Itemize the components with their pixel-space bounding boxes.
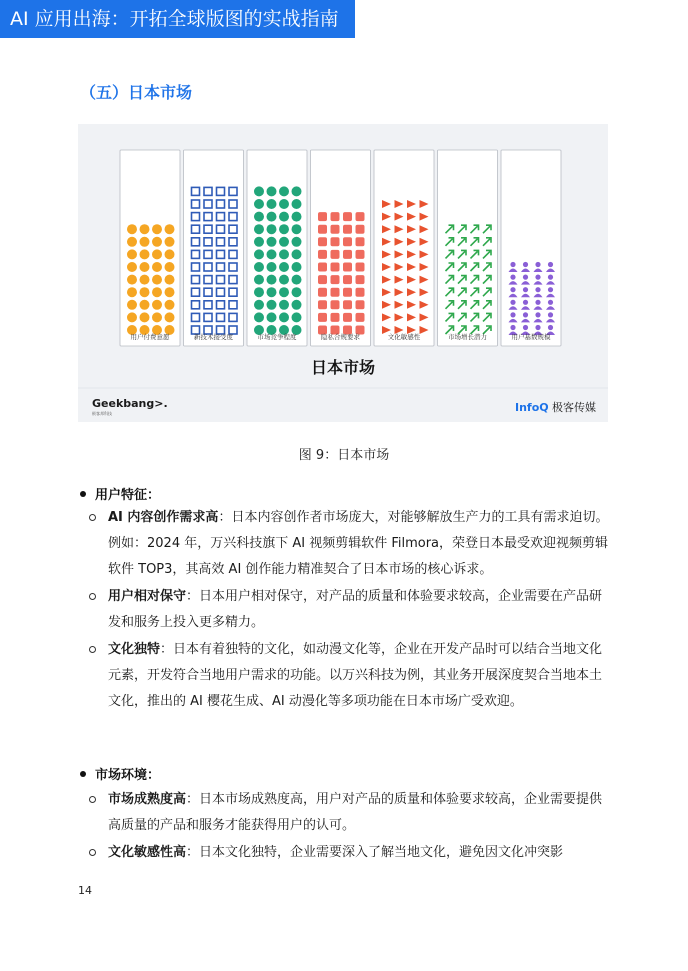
lock-icon bbox=[356, 313, 365, 322]
item-text: ：日本市场成熟度高，用户对产品的质量和体验要求较高，企业需要提供高质量的产品和服务才能获得用户的认可。 bbox=[108, 792, 603, 833]
coin-icon bbox=[140, 224, 150, 234]
lock-icon bbox=[331, 237, 340, 246]
vs-icon bbox=[254, 212, 264, 222]
group2-title: 市场环境： bbox=[95, 768, 161, 783]
lock-icon bbox=[318, 250, 327, 259]
lock-icon bbox=[331, 225, 340, 234]
lock-icon bbox=[356, 263, 365, 272]
figure-column bbox=[184, 150, 244, 346]
coin-icon bbox=[165, 249, 175, 259]
vs-icon bbox=[292, 275, 302, 285]
list-item bbox=[108, 505, 614, 583]
coin-icon bbox=[140, 287, 150, 297]
coin-icon bbox=[165, 262, 175, 272]
coin-icon bbox=[152, 300, 162, 310]
coin-icon bbox=[165, 275, 175, 285]
lock-icon bbox=[331, 288, 340, 297]
item-lead: 市场成熟度高 bbox=[108, 792, 187, 807]
figure-column bbox=[247, 150, 307, 346]
vs-icon bbox=[254, 275, 264, 285]
coin-icon bbox=[140, 300, 150, 310]
coin-icon bbox=[165, 312, 175, 322]
coin-icon bbox=[152, 249, 162, 259]
vs-icon bbox=[267, 262, 277, 272]
vs-icon bbox=[279, 212, 289, 222]
vs-icon bbox=[292, 287, 302, 297]
lock-icon bbox=[343, 313, 352, 322]
vs-icon bbox=[279, 224, 289, 234]
header-title: AI 应用出海：开拓全球版图的实战指南 bbox=[10, 8, 339, 30]
lock-icon bbox=[318, 275, 327, 284]
vs-icon bbox=[292, 224, 302, 234]
figure-column bbox=[120, 150, 180, 346]
circle-bullet-icon bbox=[89, 646, 96, 653]
vs-icon bbox=[254, 300, 264, 310]
section-title: （五）日本市场 bbox=[80, 83, 193, 102]
list-item bbox=[108, 840, 614, 866]
coin-icon bbox=[127, 300, 137, 310]
vs-icon bbox=[292, 199, 302, 209]
lock-icon bbox=[356, 300, 365, 309]
coin-icon bbox=[152, 287, 162, 297]
coin-icon bbox=[152, 275, 162, 285]
vs-icon bbox=[267, 212, 277, 222]
item-text: ：日本内容创作者市场庞大，对能够解放生产力的工具有需求迫切。例如：2024 年，万兴科技旗下 AI 视频剪辑软件 Filmora，荣登日本最受欢迎视频剪辑软件 TOP3，其高效 AI 创作能力精准契合了日本市场的核心诉求。 bbox=[108, 510, 609, 577]
lock-icon bbox=[343, 288, 352, 297]
lock-icon bbox=[356, 225, 365, 234]
vs-icon bbox=[254, 224, 264, 234]
lock-icon bbox=[331, 313, 340, 322]
group2-heading bbox=[80, 764, 160, 783]
vs-icon bbox=[254, 312, 264, 322]
lock-icon bbox=[343, 275, 352, 284]
vs-icon bbox=[254, 249, 264, 259]
coin-icon bbox=[127, 224, 137, 234]
coin-icon bbox=[140, 262, 150, 272]
vs-icon bbox=[279, 237, 289, 247]
column-label: 市场增长潜力 bbox=[448, 333, 487, 341]
vs-icon bbox=[267, 186, 277, 196]
geekbang-logo: Geekbang>. bbox=[92, 397, 168, 410]
coin-icon bbox=[140, 237, 150, 247]
column-label: 新技术接受度 bbox=[194, 333, 233, 341]
vs-icon bbox=[267, 300, 277, 310]
vs-icon bbox=[279, 275, 289, 285]
figure-column bbox=[374, 150, 434, 346]
coin-icon bbox=[152, 312, 162, 322]
coin-icon bbox=[152, 237, 162, 247]
vs-icon bbox=[279, 186, 289, 196]
lock-icon bbox=[318, 313, 327, 322]
coin-icon bbox=[140, 249, 150, 259]
bullet-icon bbox=[80, 771, 86, 777]
vs-icon bbox=[279, 199, 289, 209]
coin-icon bbox=[152, 262, 162, 272]
lock-icon bbox=[343, 225, 352, 234]
circle-bullet-icon bbox=[89, 593, 96, 600]
vs-icon bbox=[292, 312, 302, 322]
vs-icon bbox=[254, 237, 264, 247]
vs-icon bbox=[292, 300, 302, 310]
coin-icon bbox=[165, 300, 175, 310]
lock-icon bbox=[318, 263, 327, 272]
lock-icon bbox=[331, 250, 340, 259]
column-label: 用户付费意愿 bbox=[130, 333, 170, 341]
vs-icon bbox=[279, 287, 289, 297]
column-label: 隐私合规要求 bbox=[321, 333, 360, 341]
lock-icon bbox=[343, 250, 352, 259]
figure-column bbox=[438, 150, 498, 346]
lock-icon bbox=[318, 288, 327, 297]
vs-icon bbox=[267, 224, 277, 234]
vs-icon bbox=[267, 312, 277, 322]
japan-market-figure bbox=[78, 124, 608, 422]
lock-icon bbox=[356, 275, 365, 284]
vs-icon bbox=[279, 300, 289, 310]
item-text: ：日本用户相对保守，对产品的质量和体验要求较高，企业需要在产品研发和服务上投入更多精力。 bbox=[108, 589, 603, 630]
circle-bullet-icon bbox=[89, 514, 96, 521]
column-label: 市场竞争程度 bbox=[257, 333, 297, 341]
item-lead: 文化敏感性高 bbox=[108, 845, 187, 860]
item-lead: 文化独特 bbox=[108, 642, 161, 657]
page-number: 14 bbox=[78, 884, 92, 897]
coin-icon bbox=[127, 249, 137, 259]
coin-icon bbox=[140, 275, 150, 285]
lock-icon bbox=[356, 212, 365, 221]
lock-icon bbox=[331, 275, 340, 284]
media-logo-text: 极客传媒 bbox=[552, 401, 596, 414]
figure-column bbox=[501, 150, 561, 346]
lock-icon bbox=[318, 212, 327, 221]
coin-icon bbox=[127, 275, 137, 285]
lock-icon bbox=[343, 237, 352, 246]
vs-icon bbox=[279, 249, 289, 259]
header-banner bbox=[0, 0, 355, 38]
vs-icon bbox=[254, 287, 264, 297]
coin-icon bbox=[165, 224, 175, 234]
lock-icon bbox=[331, 300, 340, 309]
infoq-logo: InfoQ bbox=[515, 401, 549, 414]
lock-icon bbox=[356, 250, 365, 259]
group1-heading bbox=[80, 484, 160, 503]
circle-bullet-icon bbox=[89, 849, 96, 856]
vs-icon bbox=[267, 287, 277, 297]
vs-icon bbox=[292, 186, 302, 196]
coin-icon bbox=[127, 287, 137, 297]
vs-icon bbox=[292, 262, 302, 272]
coin-icon bbox=[165, 237, 175, 247]
coin-icon bbox=[140, 312, 150, 322]
vs-icon bbox=[267, 249, 277, 259]
bullet-icon bbox=[80, 491, 86, 497]
coin-icon bbox=[165, 287, 175, 297]
figure-title: 日本市场 bbox=[310, 358, 376, 377]
lock-icon bbox=[318, 225, 327, 234]
lock-icon bbox=[318, 300, 327, 309]
list-item bbox=[108, 584, 614, 636]
list-item bbox=[108, 637, 614, 715]
vs-icon bbox=[267, 275, 277, 285]
geekbang-logo-sub: 极客邦科技 bbox=[92, 411, 112, 416]
item-text: ：日本有着独特的文化，如动漫文化等，企业在开发产品时可以结合当地文化元素，开发符合当地用户需求的功能。以万兴科技为例，其业务开展深度契合当地本土文化，推出的 AI 樱花生成、AI 动漫化等多项功能在日本市场广受欢迎。 bbox=[108, 642, 603, 709]
vs-icon bbox=[254, 199, 264, 209]
vs-icon bbox=[292, 249, 302, 259]
lock-icon bbox=[318, 237, 327, 246]
vs-icon bbox=[279, 312, 289, 322]
item-text: ：日本文化独特，企业需要深入了解当地文化，避免因文化冲突影 bbox=[186, 845, 564, 860]
vs-icon bbox=[292, 212, 302, 222]
lock-icon bbox=[356, 288, 365, 297]
column-label: 用户基数规模 bbox=[511, 333, 551, 341]
vs-icon bbox=[279, 262, 289, 272]
figure-caption: 图 9：日本市场 bbox=[298, 448, 390, 463]
vs-icon bbox=[254, 186, 264, 196]
circle-bullet-icon bbox=[89, 796, 96, 803]
vs-icon bbox=[267, 199, 277, 209]
lock-icon bbox=[331, 212, 340, 221]
vs-icon bbox=[254, 262, 264, 272]
lock-icon bbox=[343, 212, 352, 221]
lock-icon bbox=[331, 263, 340, 272]
group1-title: 用户特征： bbox=[95, 488, 161, 503]
vs-icon bbox=[292, 237, 302, 247]
lock-icon bbox=[356, 237, 365, 246]
vs-icon bbox=[267, 237, 277, 247]
lock-icon bbox=[343, 263, 352, 272]
coin-icon bbox=[152, 224, 162, 234]
column-label: 文化敏感性 bbox=[387, 333, 421, 341]
coin-icon bbox=[127, 262, 137, 272]
figure-column bbox=[311, 150, 371, 346]
figure-canvas bbox=[78, 124, 608, 422]
lock-icon bbox=[343, 300, 352, 309]
item-lead: 用户相对保守 bbox=[108, 589, 187, 604]
list-item bbox=[108, 787, 614, 839]
coin-icon bbox=[127, 312, 137, 322]
coin-icon bbox=[127, 237, 137, 247]
item-lead: AI 内容创作需求高 bbox=[108, 510, 219, 525]
